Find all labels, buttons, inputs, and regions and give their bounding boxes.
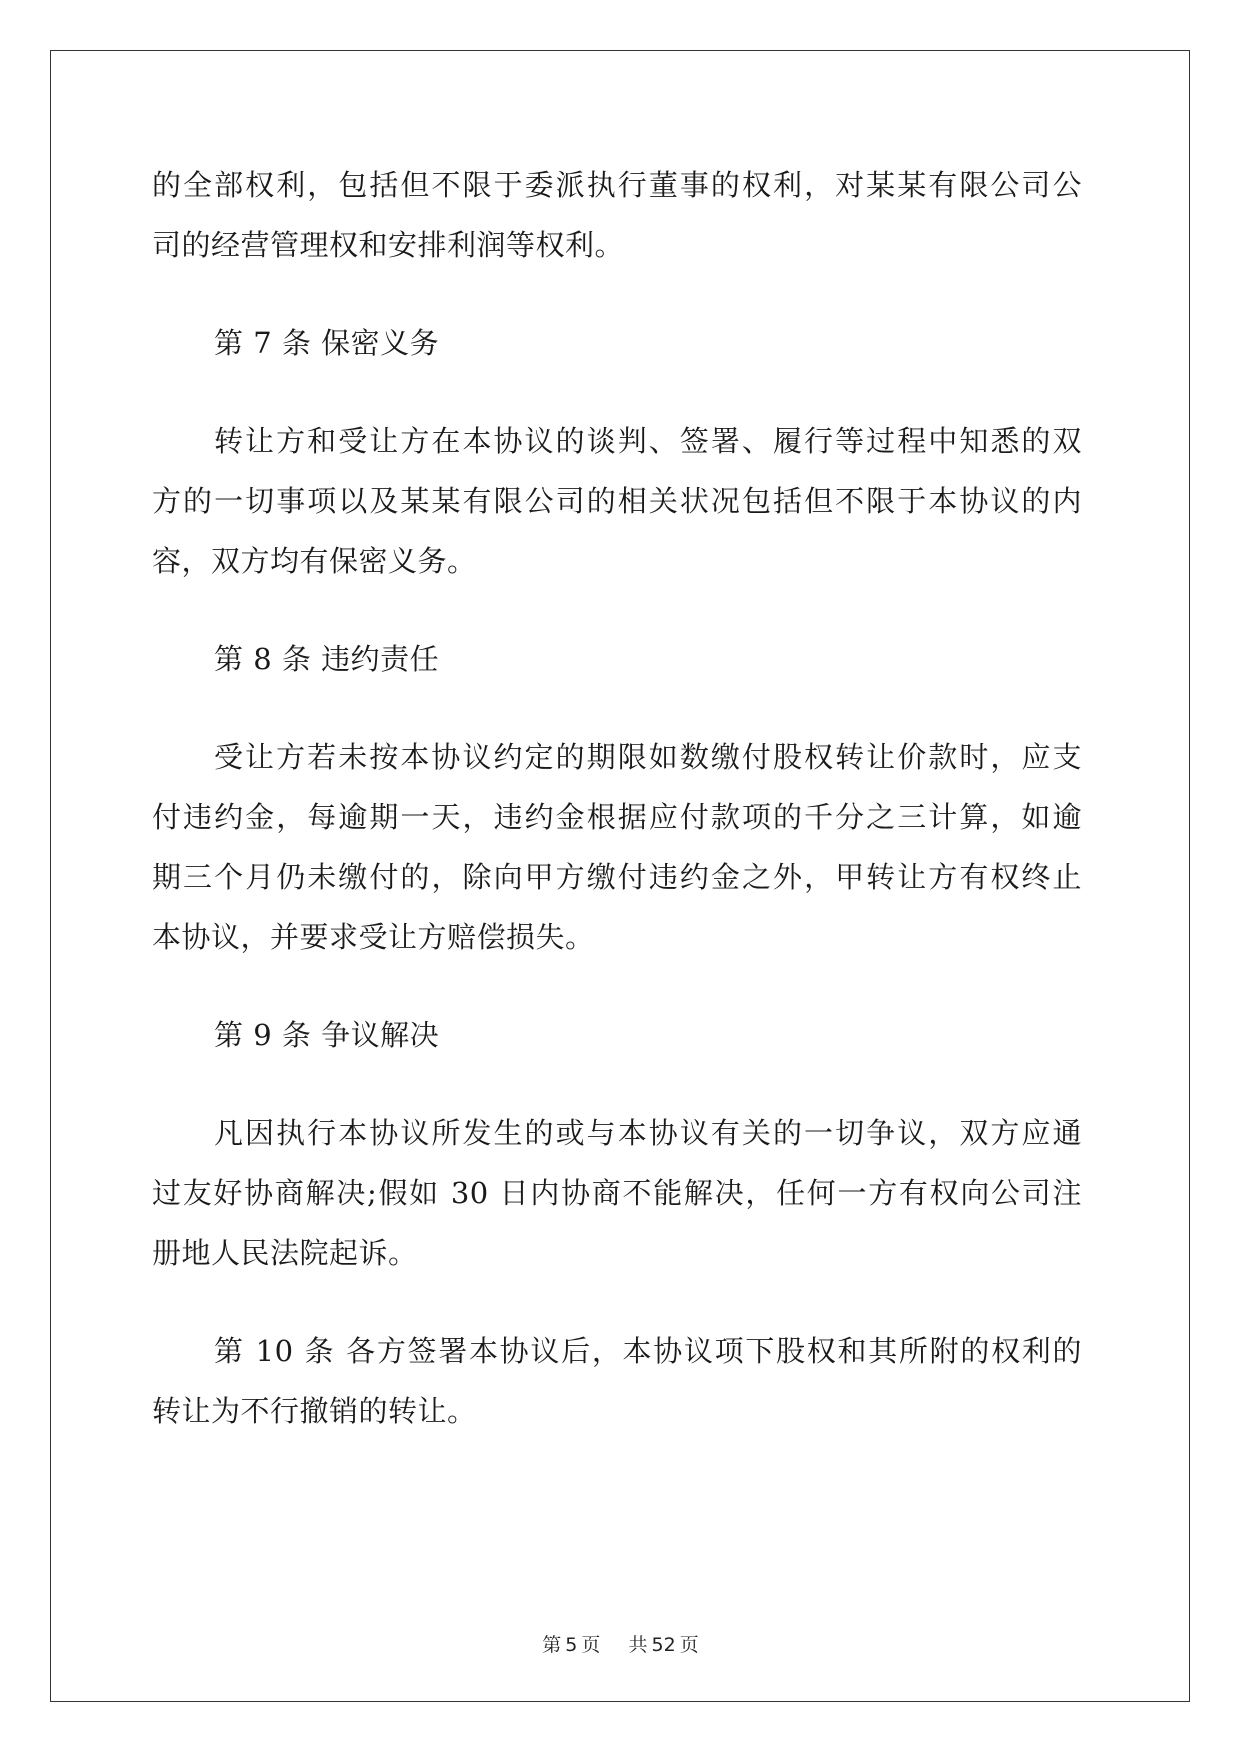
paragraph-dispute [152, 1103, 1082, 1283]
text-line: 册地人民法院起诉。 [152, 1236, 418, 1270]
text-line: 期三个月仍未缴付的，除向甲方缴付违约金之外，甲转让方有权终止 [152, 860, 1082, 894]
text-line: 的全部权利，包括但不限于委派执行董事的权利，对某某有限公司公 [152, 168, 1082, 202]
section-heading: 第 8 条 违约责任 [214, 642, 440, 676]
text-line: 付违约金，每逾期一天，违约金根据应付款项的千分之三计算，如逾 [152, 800, 1082, 834]
text-line: 转让为不行撤销的转让。 [152, 1394, 477, 1428]
text-line: 转让方和受让方在本协议的谈判、签署、履行等过程中知悉的双 [214, 424, 1082, 458]
text-line: 方的一切事项以及某某有限公司的相关状况包括但不限于本协议的内 [152, 484, 1082, 518]
text-line: 第 10 条 各方签署本协议后，本协议项下股权和其所附的权利的 [214, 1334, 1082, 1368]
total-suffix: 页 [679, 1634, 699, 1656]
page-suffix: 页 [581, 1634, 601, 1656]
heading-article-7 [152, 313, 1082, 373]
page-prefix: 第 [542, 1634, 562, 1656]
section-heading: 第 7 条 保密义务 [214, 326, 440, 360]
section-heading: 第 9 条 争议解决 [214, 1018, 440, 1052]
text-line: 司的经营管理权和安排利润等权利。 [152, 228, 625, 262]
document-body [152, 155, 1082, 1441]
total-prefix: 共 [628, 1634, 648, 1656]
page-number: 5 [565, 1634, 578, 1656]
text-line: 容，双方均有保密义务。 [152, 544, 477, 578]
text-line: 受让方若未按本协议约定的期限如数缴付股权转让价款时，应支 [214, 740, 1082, 774]
text-line: 凡因执行本协议所发生的或与本协议有关的一切争议，双方应通 [214, 1116, 1082, 1150]
paragraph-confidentiality [152, 411, 1082, 591]
paragraph-rights [152, 155, 1082, 275]
heading-article-9 [152, 1005, 1082, 1065]
total-pages: 52 [651, 1634, 676, 1656]
text-line: 本协议，并要求受让方赔偿损失。 [152, 920, 595, 954]
page-footer [0, 1630, 1241, 1657]
heading-article-8 [152, 629, 1082, 689]
text-line: 过友好协商解决;假如 30 日内协商不能解决，任何一方有权向公司注 [152, 1176, 1082, 1210]
paragraph-breach [152, 727, 1082, 967]
paragraph-article-10 [152, 1321, 1082, 1441]
